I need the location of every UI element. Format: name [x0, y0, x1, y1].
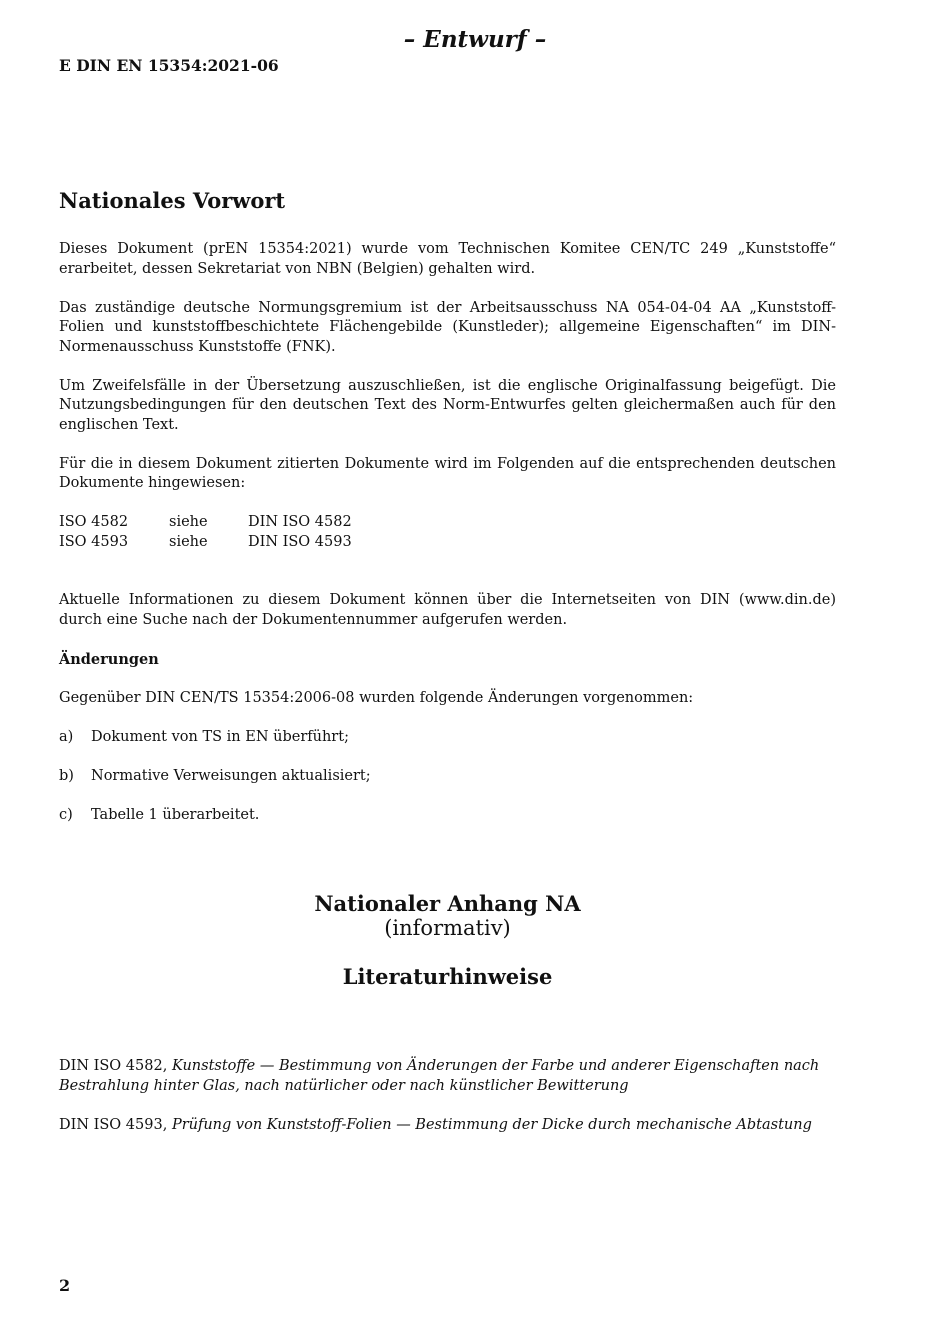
changes-heading: Änderungen	[59, 650, 159, 668]
bibliography-entry	[59, 1057, 836, 1096]
reference-siehe: siehe	[169, 514, 208, 530]
national-annex	[59, 891, 836, 991]
bibliography-ref: DIN ISO 4593,	[59, 1116, 172, 1133]
document-code: E DIN EN 15354:2021-06	[59, 56, 279, 75]
reference-row	[59, 533, 352, 553]
change-item	[59, 767, 836, 787]
change-text: Tabelle 1 überarbeitet.	[91, 806, 260, 823]
change-text: Normative Verweisungen aktualisiert;	[91, 767, 371, 784]
bibliography-ref: DIN ISO 4582,	[59, 1058, 172, 1074]
change-marker: b)	[59, 767, 74, 784]
page-content	[59, 187, 836, 1155]
reference-din: DIN ISO 4582	[248, 514, 352, 530]
changes-intro: Gegenüber DIN CEN/TS 15354:2006-08 wurden folgende Änderungen vorgenommen:	[59, 689, 694, 706]
reference-iso: ISO 4582	[59, 514, 129, 530]
change-marker: a)	[59, 728, 74, 745]
section-title-vorwort: Nationales Vorwort	[59, 188, 286, 213]
vorwort-paragraph-3: Um Zweifelsfälle in der Übersetzung auszuschließen, ist die englische Originalfassung beigefügt. Die Nutzungsbedingungen für den deutschen Text des Norm-Entwurfes gelten gleichermaßen auch für den englischen Text.	[59, 377, 836, 433]
change-text: Dokument von TS in EN überführt;	[91, 728, 349, 745]
reference-row	[59, 513, 352, 533]
vorwort-paragraph-1: Dieses Dokument (prEN 15354:2021) wurde vom Technischen Komitee CEN/TC 249 „Kunststoffe“ erarbeitet, dessen Sekretariat von NBN (Belgien) gehalten wird.	[59, 241, 836, 277]
reference-siehe: siehe	[169, 533, 208, 550]
annex-subtitle: (informativ)	[384, 916, 511, 940]
bibliography-title: Literaturhinweise	[342, 964, 553, 989]
change-item	[59, 806, 836, 826]
vorwort-paragraph-4: Für die in diesem Dokument zitierten Dokumente wird im Folgenden auf die entsprechenden deutschen Dokumente hingewiesen:	[59, 455, 836, 491]
reference-table	[59, 513, 352, 552]
page-number: 2	[59, 1276, 71, 1295]
annex-title: Nationaler Anhang NA	[314, 891, 581, 916]
change-item	[59, 728, 836, 748]
bibliography-title-text: Prüfung von Kunststoff-Folien — Bestimmung der Dicke durch mechanische Abtastung	[171, 1116, 812, 1133]
change-marker: c)	[59, 806, 73, 823]
draft-banner: – Entwurf –	[403, 26, 547, 53]
reference-din: DIN ISO 4593	[248, 533, 352, 550]
reference-iso: ISO 4593	[59, 533, 129, 550]
bibliography-title-text: Kunststoffe — Bestimmung von Änderungen der Farbe und anderer Eigenschaften nach Bestrahlung hinter Glas, nach natürlicher oder nach künstlicher Bewitterung	[59, 1058, 820, 1094]
vorwort-paragraph-2: Das zuständige deutsche Normungsgremium ist der Arbeitsausschuss NA 054-04-04 AA „Kunststoff-Folien und kunststoffbeschichtete Flächengebilde (Kunstleder); allgemeine Eigenschaften“ im DIN-Normenausschuss Kunststoffe (FNK).	[59, 299, 836, 355]
bibliography-entry	[59, 1116, 836, 1136]
vorwort-paragraph-5: Aktuelle Informationen zu diesem Dokument können über die Internetseiten von DIN (www.din.de) durch eine Suche nach der Dokumentennummer aufgerufen werden.	[59, 592, 836, 628]
